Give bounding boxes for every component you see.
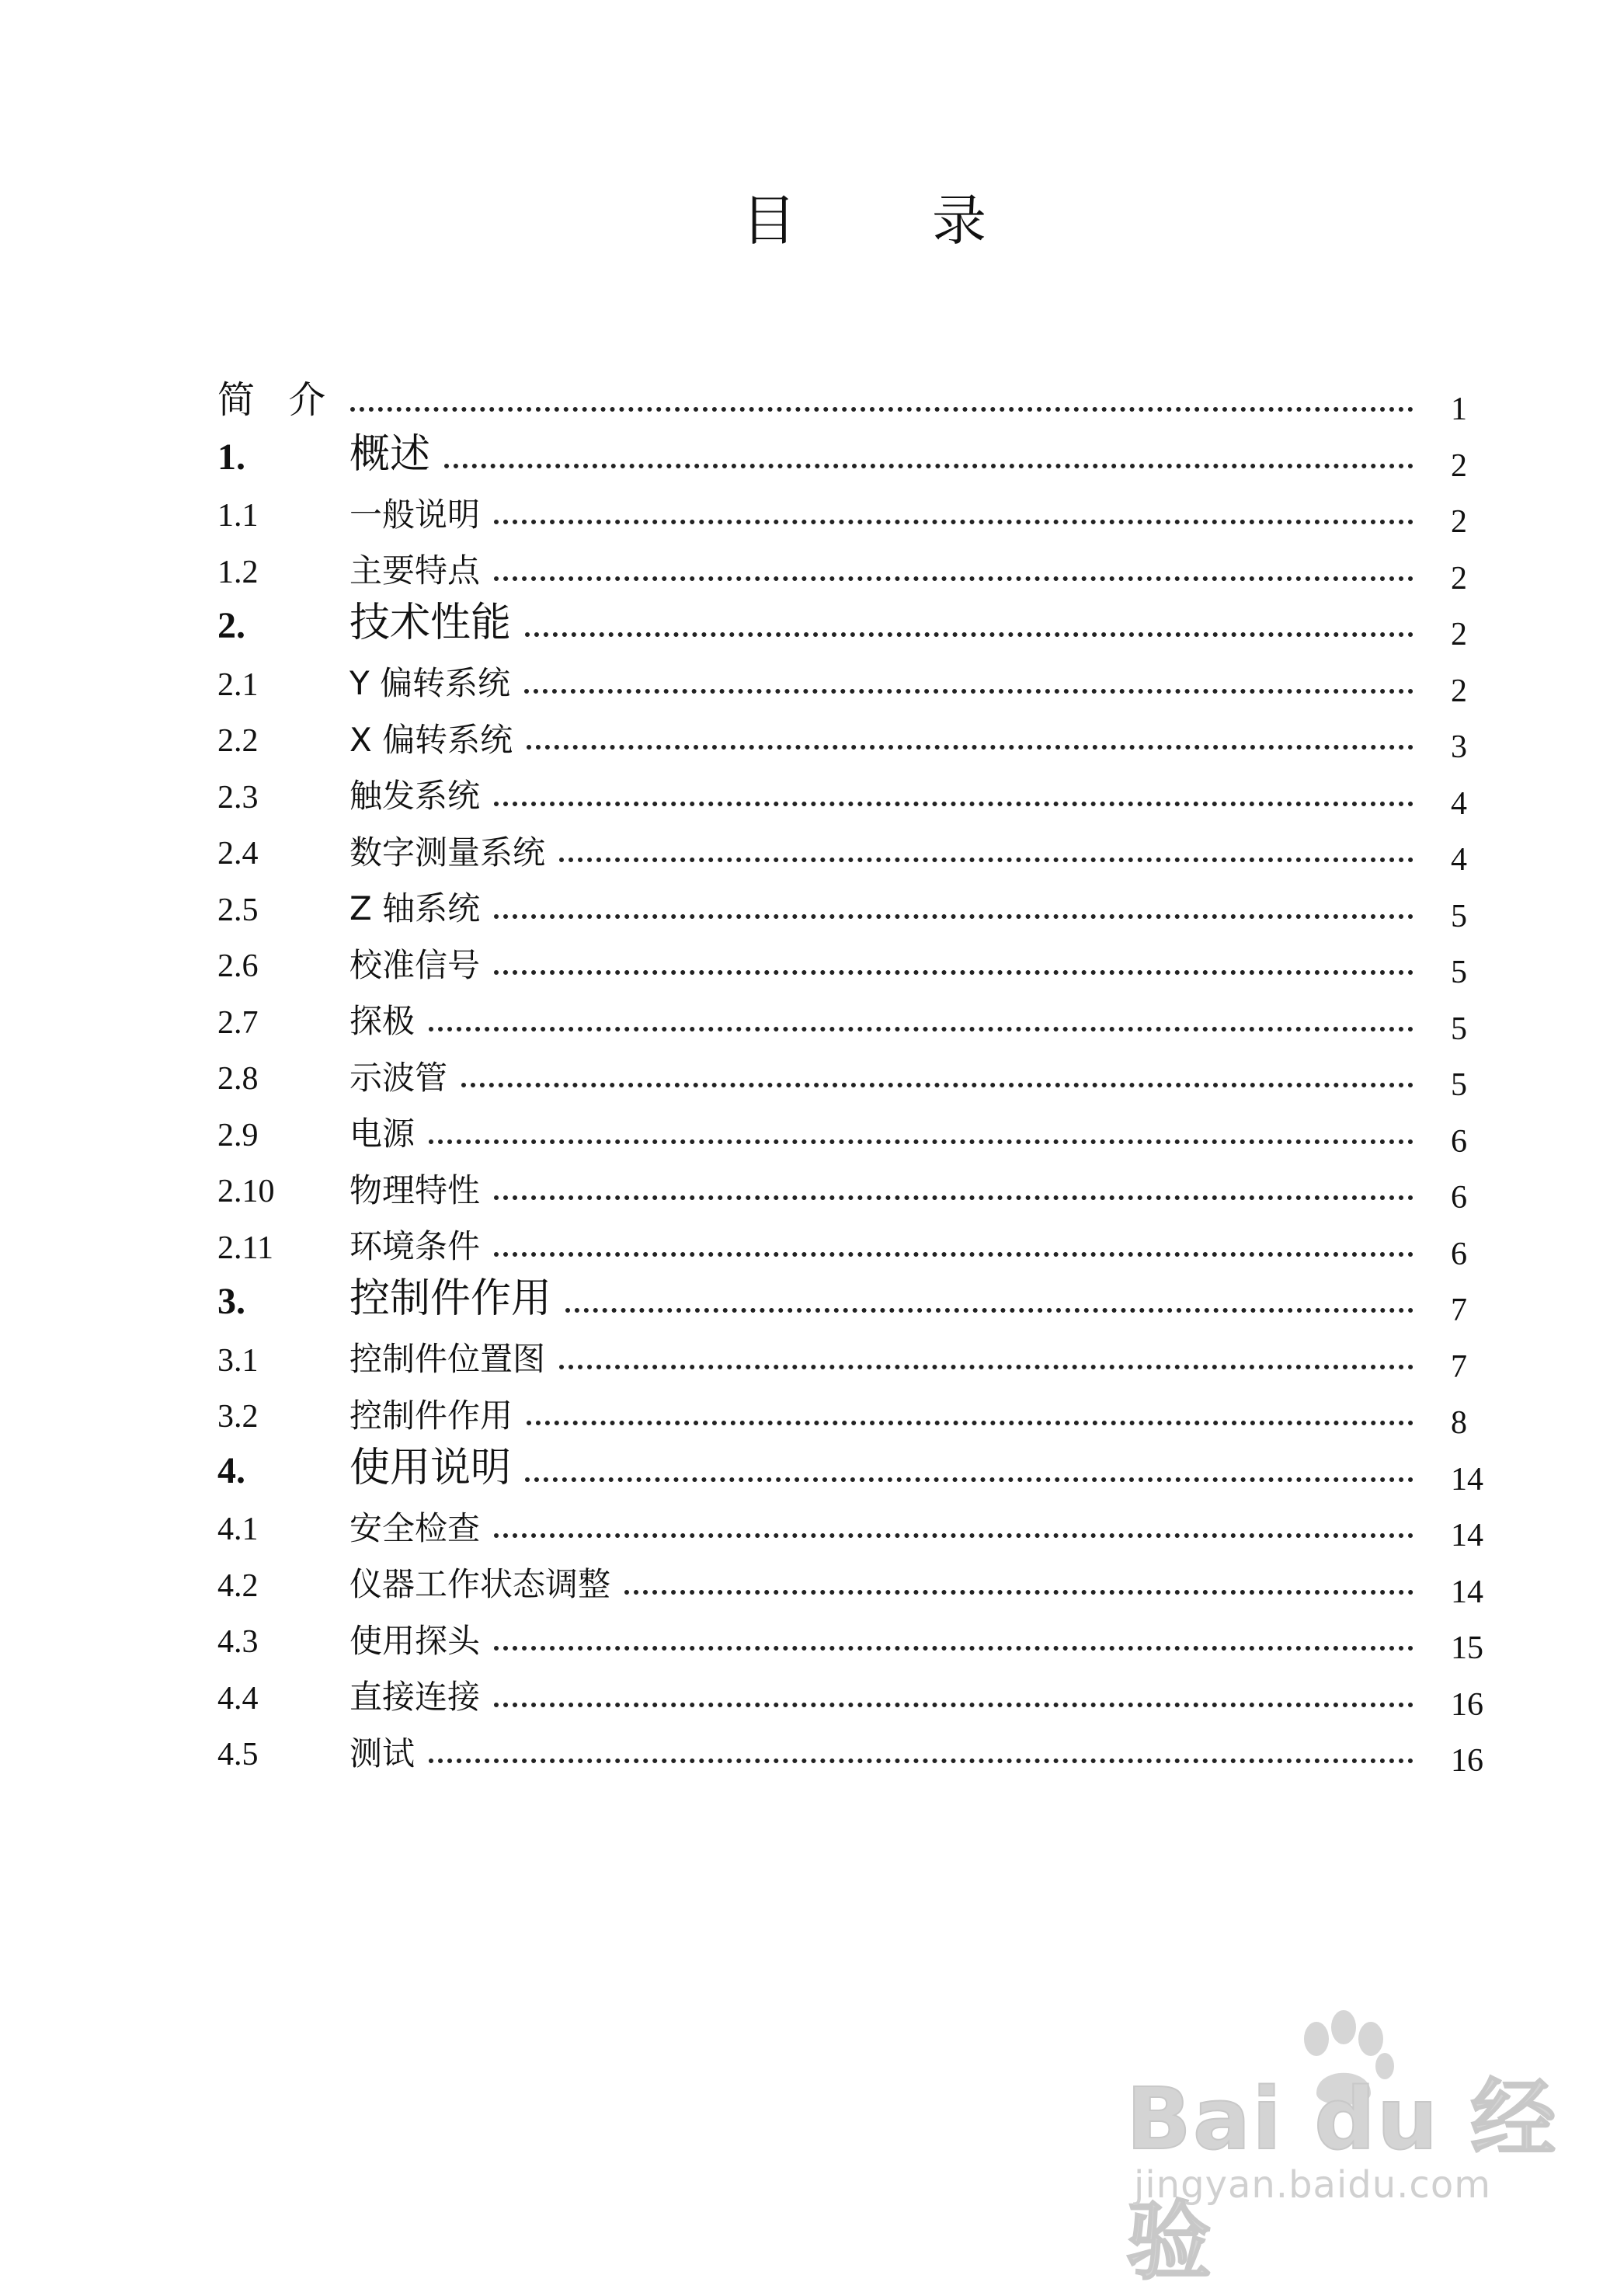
toc-entry bbox=[217, 365, 1538, 427]
toc-entry-page-number: 2 bbox=[1451, 560, 1467, 597]
toc-entry-page-number: 14 bbox=[1451, 1518, 1483, 1553]
toc-entry-number: 1.2 bbox=[217, 554, 259, 590]
toc-entry-page-number: 8 bbox=[1451, 1405, 1467, 1441]
toc-entry-title: 控制件作用 bbox=[349, 1278, 562, 1320]
toc-dot-leader bbox=[444, 464, 1413, 468]
toc-dot-leader bbox=[525, 1477, 1413, 1482]
toc-entry-number: 2.6 bbox=[217, 948, 259, 984]
toc-entry-title: 物理特性 bbox=[349, 1174, 491, 1208]
toc-entry-title: 数字测量系统 bbox=[349, 836, 556, 870]
toc-entry-number: 1. bbox=[217, 436, 245, 478]
toc-entry-page-number: 6 bbox=[1451, 1236, 1467, 1272]
toc-entry bbox=[217, 872, 1538, 934]
toc-entry bbox=[217, 1661, 1538, 1723]
toc-entry-page-number: 15 bbox=[1451, 1630, 1483, 1666]
toc-entry-number: 4.3 bbox=[217, 1624, 259, 1660]
toc-entry-number: 2.1 bbox=[217, 666, 259, 703]
toc-dot-leader bbox=[350, 407, 1413, 412]
toc-entry-title: 仪器工作状态调整 bbox=[349, 1567, 621, 1602]
toc-dot-leader bbox=[494, 970, 1413, 975]
toc-entry-page-number: 6 bbox=[1451, 1123, 1467, 1160]
toc-entry bbox=[217, 760, 1538, 822]
toc-entry bbox=[217, 590, 1538, 652]
toc-entry bbox=[217, 1098, 1538, 1160]
toc-entry bbox=[217, 478, 1538, 540]
toc-entry-number: 2.9 bbox=[217, 1117, 259, 1153]
toc-entry-page-number: 2 bbox=[1451, 447, 1467, 484]
toc-entry-title: 使用探头 bbox=[349, 1624, 491, 1658]
toc-entry-title: 一般说明 bbox=[349, 498, 491, 532]
toc-entry-title: 简 介 bbox=[217, 381, 347, 419]
toc-entry bbox=[217, 1435, 1538, 1498]
toc-entry bbox=[217, 1041, 1538, 1103]
toc-entry bbox=[217, 422, 1538, 484]
toc-dot-leader bbox=[494, 576, 1413, 581]
toc-entry-title: Z 轴系统 bbox=[349, 892, 491, 926]
toc-dot-leader bbox=[494, 802, 1413, 806]
toc-entry-number: 2.2 bbox=[217, 723, 259, 759]
toc-entry-page-number: 2 bbox=[1451, 673, 1467, 709]
toc-entry-page-number: 16 bbox=[1451, 1743, 1483, 1779]
toc-entry-title: Y 偏转系统 bbox=[349, 666, 521, 701]
toc-dot-leader bbox=[494, 914, 1413, 919]
toc-dot-leader bbox=[559, 1365, 1413, 1369]
toc-entry-page-number: 2 bbox=[1451, 617, 1467, 652]
toc-entry-number: 4.4 bbox=[217, 1680, 259, 1717]
toc-heading-char-2: 录 bbox=[932, 189, 986, 252]
toc-entry-number: 2.10 bbox=[217, 1174, 275, 1209]
toc-entry bbox=[217, 928, 1538, 990]
toc-entry-title: 技术性能 bbox=[349, 602, 522, 645]
toc-entry-title: 安全检查 bbox=[349, 1512, 491, 1546]
toc-entry-number: 2.8 bbox=[217, 1061, 259, 1097]
toc-entry-page-number: 14 bbox=[1451, 1461, 1483, 1498]
toc-entry-page-number: 5 bbox=[1451, 1011, 1467, 1047]
toc-dot-leader bbox=[527, 745, 1413, 750]
toc-entry-title: 环境条件 bbox=[349, 1230, 491, 1264]
toc-dot-leader bbox=[494, 1703, 1413, 1707]
toc-dot-leader bbox=[429, 1759, 1413, 1763]
watermark-url: jingyan.baidu.com bbox=[1134, 2163, 1491, 2207]
toc-dot-leader bbox=[559, 858, 1413, 862]
toc-entry-number: 4.5 bbox=[217, 1737, 259, 1772]
toc-dot-leader bbox=[494, 520, 1413, 524]
toc-dot-leader bbox=[494, 1646, 1413, 1651]
toc-entry-page-number: 2 bbox=[1451, 504, 1467, 540]
toc-entry-page-number: 5 bbox=[1451, 898, 1467, 934]
toc-entry-number: 2.7 bbox=[217, 1004, 259, 1041]
toc-entry-number: 2.11 bbox=[217, 1230, 273, 1266]
toc-entry-number: 2.3 bbox=[217, 779, 259, 816]
toc-entry-title: 示波管 bbox=[349, 1061, 458, 1095]
toc-entry bbox=[217, 1266, 1538, 1328]
toc-entry bbox=[217, 703, 1538, 765]
toc-entry-number: 1.1 bbox=[217, 498, 259, 534]
toc-dot-leader bbox=[527, 1421, 1413, 1425]
toc-entry-title: 直接连接 bbox=[349, 1680, 491, 1714]
baidu-jingyan-watermark bbox=[1126, 2019, 1561, 2291]
toc-entry-page-number: 1 bbox=[1451, 391, 1467, 427]
toc-dot-leader bbox=[494, 1195, 1413, 1200]
toc-entry bbox=[217, 1153, 1538, 1216]
toc-dot-leader bbox=[494, 1252, 1413, 1257]
toc-entry-number: 2.5 bbox=[217, 892, 259, 928]
toc-entry-page-number: 4 bbox=[1451, 842, 1467, 878]
toc-dot-leader bbox=[565, 1308, 1413, 1313]
toc-entry-page-number: 5 bbox=[1451, 955, 1467, 990]
toc-dot-leader bbox=[525, 632, 1413, 637]
toc-dot-leader bbox=[429, 1027, 1413, 1031]
toc-entry-number: 3.2 bbox=[217, 1399, 259, 1435]
toc-entry-number: 4.2 bbox=[217, 1567, 259, 1604]
toc-entry-number: 4.1 bbox=[217, 1512, 259, 1547]
toc-entry-page-number: 14 bbox=[1451, 1574, 1483, 1610]
toc-entry-title: 触发系统 bbox=[349, 779, 491, 813]
toc-entry-page-number: 7 bbox=[1451, 1292, 1467, 1328]
toc-dot-leader bbox=[429, 1139, 1413, 1144]
toc-dot-leader bbox=[461, 1083, 1413, 1087]
toc-entry bbox=[217, 1323, 1538, 1385]
toc-entry bbox=[217, 1210, 1538, 1272]
toc-entry bbox=[217, 985, 1538, 1047]
toc-entry bbox=[217, 1491, 1538, 1553]
toc-dot-leader bbox=[494, 1533, 1413, 1538]
toc-heading-char-1: 目 bbox=[742, 189, 796, 252]
toc-entry-title: 主要特点 bbox=[349, 554, 491, 588]
toc-entry-title: X 偏转系统 bbox=[349, 723, 523, 757]
toc-dot-leader bbox=[524, 689, 1413, 694]
toc-entry bbox=[217, 1604, 1538, 1666]
toc-entry-title: 控制件位置图 bbox=[349, 1342, 556, 1376]
toc-entry-title: 测试 bbox=[349, 1737, 426, 1771]
toc-entry-number: 3.1 bbox=[217, 1342, 259, 1379]
toc-entry bbox=[217, 647, 1538, 709]
toc-entry-page-number: 7 bbox=[1451, 1348, 1467, 1385]
toc-entry-title: 概述 bbox=[349, 433, 441, 476]
toc-entry-title: 校准信号 bbox=[349, 948, 491, 983]
toc-entry-page-number: 4 bbox=[1451, 785, 1467, 822]
toc-entry-page-number: 5 bbox=[1451, 1067, 1467, 1103]
toc-entry-number: 3. bbox=[217, 1281, 245, 1322]
toc-entry bbox=[217, 816, 1538, 878]
toc-entry-title: 电源 bbox=[349, 1117, 426, 1151]
toc-entry-page-number: 6 bbox=[1451, 1180, 1467, 1216]
toc-entry bbox=[217, 1379, 1538, 1441]
toc-entry bbox=[217, 534, 1538, 597]
toc-entry-title: 探极 bbox=[349, 1004, 426, 1038]
toc-entry-title: 使用说明 bbox=[349, 1447, 522, 1490]
toc-entry bbox=[217, 1717, 1538, 1779]
toc-entry-page-number: 3 bbox=[1451, 729, 1467, 765]
toc-entry-title: 控制件作用 bbox=[349, 1399, 523, 1433]
toc-entry-page-number: 16 bbox=[1451, 1686, 1483, 1723]
watermark-logo-text: Bai du 经验 bbox=[1126, 2069, 1558, 2291]
toc-dot-leader bbox=[624, 1590, 1413, 1595]
toc-entry-number: 4. bbox=[217, 1449, 245, 1491]
toc-entry bbox=[217, 1548, 1538, 1610]
toc-entry-number: 2.4 bbox=[217, 836, 259, 871]
toc-entry-number: 2. bbox=[217, 605, 245, 646]
